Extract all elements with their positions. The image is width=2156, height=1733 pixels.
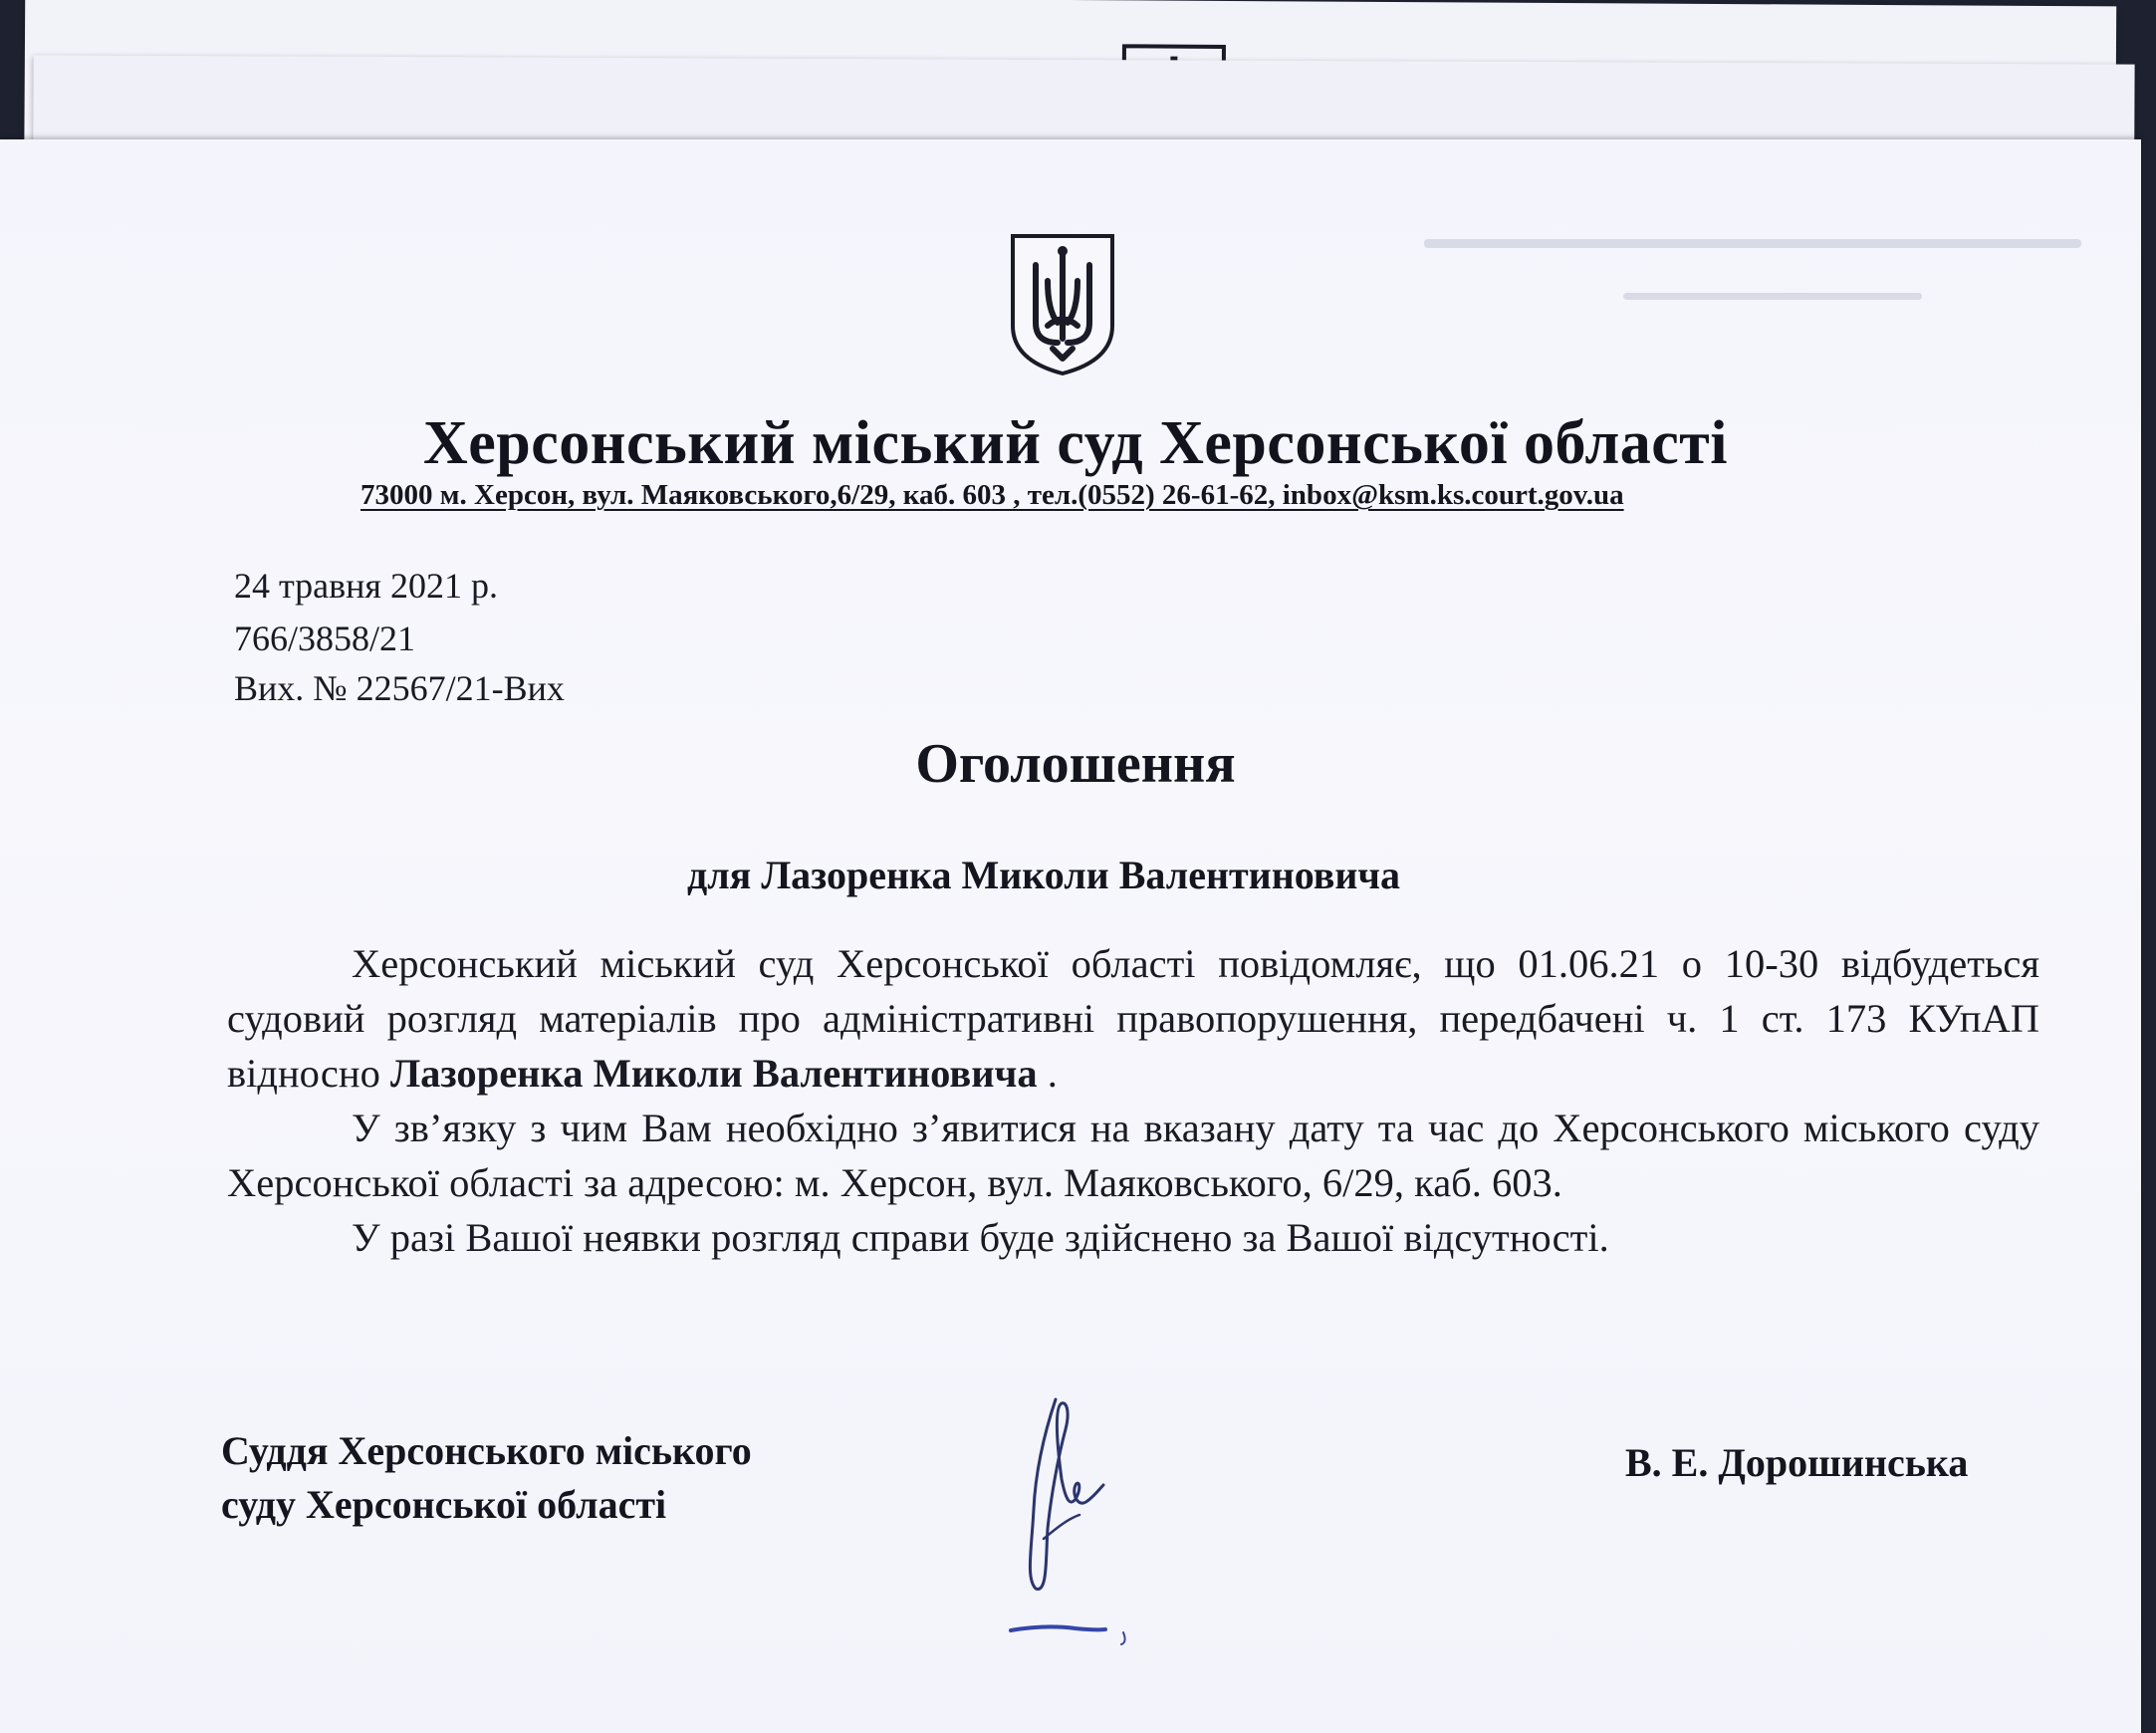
paragraph-hearing-end: . (1037, 1051, 1058, 1096)
document-date: 24 травня 2021 р. (234, 566, 498, 606)
paragraph-hearing-text: Херсонський міський суд Херсонської області повідомляє, що 01.06.21 о 10-30 відбудеться судовий розгляд матеріалів про адміністративні правопорушення, передбачені ч. 1 ст. 173 КУпАП відносно (227, 941, 2039, 1096)
announcement-heading-text: Оголошення (915, 733, 1236, 795)
coat-of-arms-icon (1008, 231, 1117, 378)
addressee-line: для Лазоренка Миколи Валентиновича (687, 853, 1400, 897)
paragraph-appearance: У зв’язку з чим Вам необхідно з’явитися на вказану дату та час до Херсонського міського суду Херсонської області за адресою: м. Херсон, вул. Маяковського, 6/29, каб. 603. (227, 1106, 2039, 1205)
signer-title (221, 1424, 752, 1532)
announcement-heading (0, 732, 2151, 796)
show-through-text (1424, 231, 2101, 271)
court-address: 73000 м. Херсон, вул. Маяковського,6/29, каб. 603 , тел.(0552) 26-61-62, inbox@ksm.ks.court.gov.ua (360, 479, 1624, 511)
ink-smudge (1006, 1618, 1135, 1648)
signer-name: В. Е. Дорошинська (1625, 1440, 1969, 1485)
signer-title-line2: суду Херсонської області (221, 1482, 667, 1527)
defendant-name: Лазоренка Миколи Валентиновича (389, 1051, 1038, 1096)
case-number: 766/3858/21 (234, 619, 416, 658)
announcement-body (227, 936, 2039, 1265)
handwritten-signature (996, 1389, 1145, 1599)
court-name-title: Херсонський міський суд Херсонської області (423, 409, 1728, 477)
paragraph-hearing-notice (227, 936, 2039, 1101)
paragraph-absence: У разі Вашої неявки розгляд справи буде здійснено за Вашої відсутності. (352, 1215, 1609, 1260)
outgoing-number: Вих. № 22567/21-Вих (234, 668, 565, 708)
signer-title-line1: Суддя Херсонського міського (221, 1428, 752, 1473)
